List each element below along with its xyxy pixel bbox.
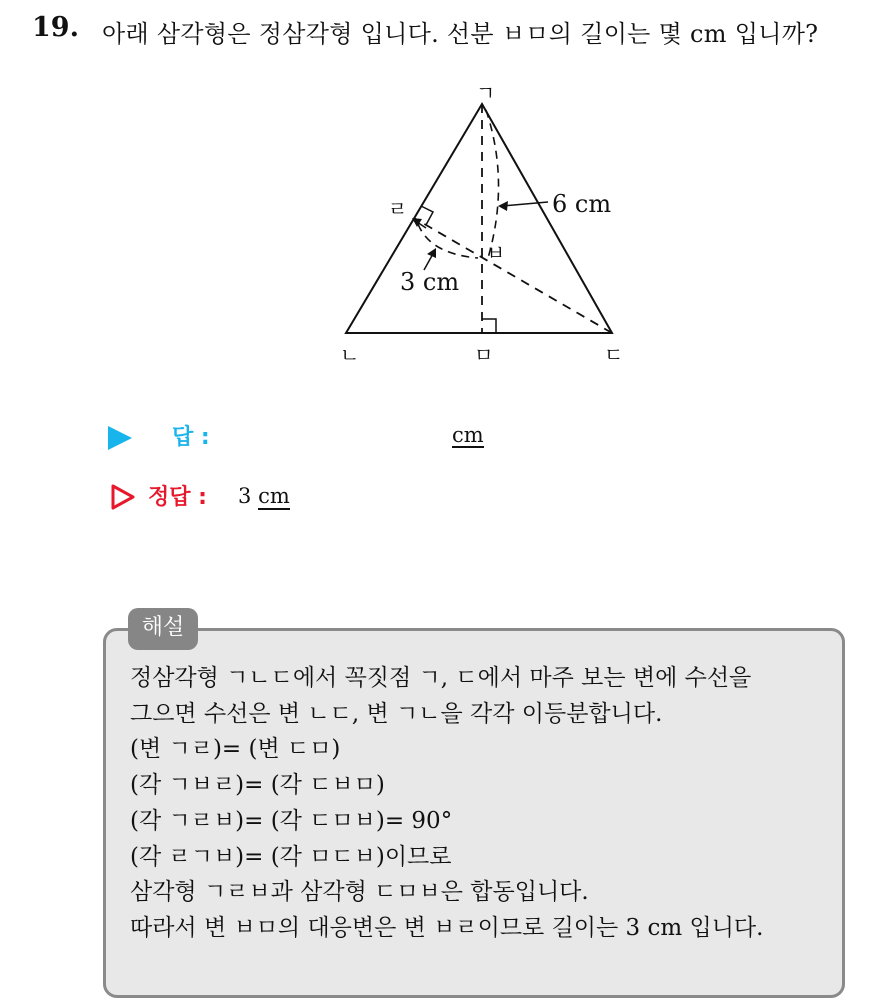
explanation-line: (각 ㄱㅂㄹ)= (각 ㄷㅂㅁ) (130, 772, 385, 799)
arrowhead-left-foot (412, 218, 422, 227)
arc-6cm (486, 110, 499, 258)
correct-answer-label: 정답 : (148, 485, 207, 510)
vertex-label-bottom-right: ㄷ (604, 343, 624, 367)
correct-answer-value (238, 484, 290, 508)
equilateral-triangle (346, 104, 612, 333)
vertex-label-center: ㅂ (486, 241, 506, 265)
explanation-line: (각 ㄱㄹㅂ)= (각 ㄷㅁㅂ)= 90° (130, 807, 453, 834)
arc-3cm (418, 224, 478, 258)
explanation-line: (각 ㄹㄱㅂ)= (각 ㅁㄷㅂ)이므로 (130, 843, 452, 870)
vertex-label-bottom-left: ㄴ (340, 343, 360, 367)
explanation-line: 정삼각형 ㄱㄴㄷ에서 꼭짓점 ㄱ, ㄷ에서 마주 보는 변에 수선을 (130, 665, 752, 691)
triangle-figure (330, 82, 640, 372)
explanation-line: 따라서 변 ㅂㅁ의 대응변은 변 ㅂㄹ이므로 길이는 3 cm 입니다. (130, 914, 764, 941)
vertex-label-left-foot: ㄹ (388, 197, 408, 221)
explanation-box (103, 628, 845, 998)
length-label-3cm: 3 cm (400, 268, 460, 296)
right-angle-mark-left (421, 206, 433, 225)
answer-unit[interactable]: cm (452, 423, 484, 447)
length-label-6cm: 6 cm (552, 190, 612, 218)
explanation-line: 삼각형 ㄱㄹㅂ과 삼각형 ㄷㅁㅂ은 합동입니다. (130, 879, 589, 906)
play-icon (108, 426, 132, 450)
arrowhead-6cm (498, 201, 508, 211)
question-text: 아래 삼각형은 정삼각형 입니다. 선분 ㅂㅁ의 길이는 몇 cm 입니까? (102, 20, 819, 48)
vertex-label-bottom-foot: ㅁ (474, 343, 494, 367)
question-number: 19. (32, 12, 79, 43)
play-outline-icon (110, 484, 136, 510)
explanation-tab: 해설 (128, 608, 198, 650)
explanation-line: 그으면 수선은 변 ㄴㄷ, 변 ㄱㄴ을 각각 이등분합니다. (130, 700, 663, 727)
vertex-label-top: ㄱ (476, 82, 496, 105)
explanation-lines (130, 661, 763, 947)
correct-answer-number: 3 (238, 484, 252, 508)
leader-6cm (502, 202, 548, 206)
explanation-line: (변 ㄱㄹ)= (변 ㄷㅁ) (130, 736, 341, 763)
answer-label: 답 : (172, 425, 210, 450)
right-angle-mark-bottom (482, 319, 496, 333)
correct-answer-unit: cm (258, 484, 290, 508)
